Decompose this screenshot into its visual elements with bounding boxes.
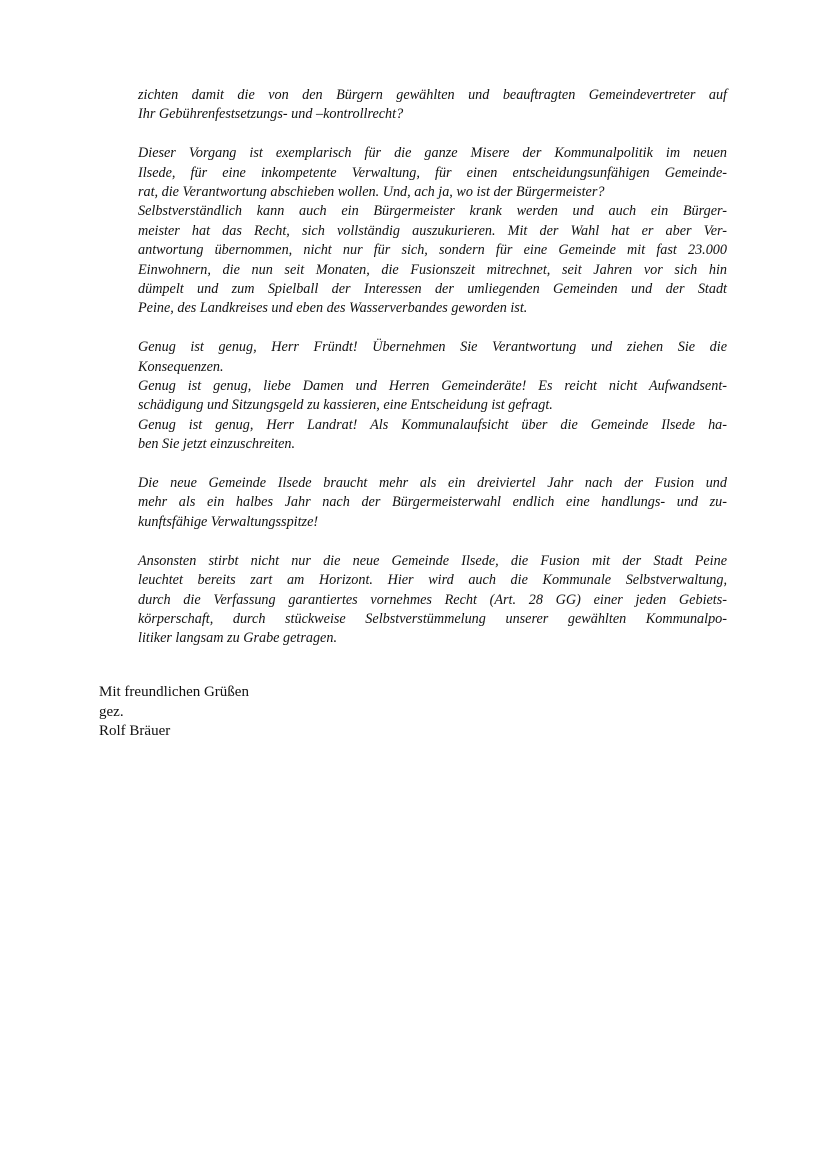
text-line: rat, die Verantwortung abschieben wollen. Und, ach ja, wo ist der Bürgermeister? <box>138 184 605 201</box>
text-line: Die neue Gemeinde Ilsede braucht mehr als ein dreiviertel Jahr nach der Fusion und <box>138 475 727 492</box>
paragraph-ansonsten <box>138 552 727 649</box>
text-line: Konsequenzen. <box>138 358 224 375</box>
text-line: Genug ist genug, Herr Fründt! Übernehmen Sie Verantwortung und ziehen Sie die <box>138 339 727 356</box>
text-line: Einwohnern, die nun seit Monaten, die Fusionszeit mitrechnet, seit Jahren vor sich hin <box>138 261 727 278</box>
paragraph-spacer <box>138 455 727 474</box>
closing-salutation: Mit freundlichen Grüßen <box>99 684 249 700</box>
text-line: Genug ist genug, liebe Damen und Herren Gemeinderäte! Es reicht nicht Aufwandsent- <box>138 378 727 395</box>
text-line: antwortung übernommen, nicht nur für sich, sondern für eine Gemeinde mit fast 23.000 <box>138 242 727 259</box>
text-line: Dieser Vorgang ist exemplarisch für die ganze Misere der Kommunalpolitik im neuen <box>138 145 727 162</box>
paragraph-spacer <box>138 125 727 144</box>
paragraph-verwaltungsspitze <box>138 474 727 532</box>
text-line: durch die Verfassung garantiertes vornehmes Recht (Art. 28 GG) einer jeden Gebiets- <box>138 591 727 608</box>
text-line: mehr als ein halbes Jahr nach der Bürgermeisterwahl endlich eine handlungs- und zu- <box>138 494 727 511</box>
text-line: leuchtet bereits zart am Horizont. Hier wird auch die Kommunale Selbstverwaltung, <box>138 572 727 589</box>
paragraph-intro-continuation <box>138 86 727 125</box>
text-line: Ihr Gebührenfestsetzungs- und –kontrollrecht? <box>138 106 404 123</box>
text-line: ben Sie jetzt einzuschreiten. <box>138 436 296 453</box>
text-line: körperschaft, durch stückweise Selbstverstümmelung unserer gewählten Kommunalpo- <box>138 610 727 627</box>
text-line: dümpelt und zum Spielball der Interessen der umliegenden Gemeinden und der Stadt <box>138 281 727 298</box>
text-line: Genug ist genug, Herr Landrat! Als Kommunalaufsicht über die Gemeinde Ilsede ha- <box>138 416 727 433</box>
text-line: Ansonsten stirbt nicht nur die neue Gemeinde Ilsede, die Fusion mit der Stadt Peine <box>138 552 727 569</box>
paragraph-genug <box>138 338 727 454</box>
text-line: meister hat das Recht, sich vollständig auszukurieren. Mit der Wahl hat er aber Ver- <box>138 222 727 239</box>
paragraph-spacer <box>138 319 727 338</box>
text-line: litiker langsam zu Grabe getragen. <box>138 630 337 647</box>
text-line: kunftsfähige Verwaltungsspitze! <box>138 513 319 530</box>
paragraph-misere <box>138 144 727 319</box>
text-line: zichten damit die von den Bürgern gewählten und beauftragten Gemeindevertreter auf <box>138 87 727 103</box>
letter-closing <box>99 683 249 742</box>
text-line: Ilsede, für eine inkompetente Verwaltung, für einen entscheidungsunfähigen Gemeinde- <box>138 164 727 181</box>
text-line: schädigung und Sitzungsgeld zu kassieren, eine Entscheidung ist gefragt. <box>138 397 553 414</box>
closing-gez: gez. <box>99 703 124 720</box>
text-line: Peine, des Landkreises und eben des Wasserverbandes geworden ist. <box>138 300 528 317</box>
text-line: Selbstverständlich kann auch ein Bürgermeister krank werden und auch ein Bürger- <box>138 203 727 220</box>
letter-body <box>138 86 727 649</box>
paragraph-spacer <box>138 532 727 551</box>
signer-name: Rolf Bräuer <box>99 723 171 739</box>
